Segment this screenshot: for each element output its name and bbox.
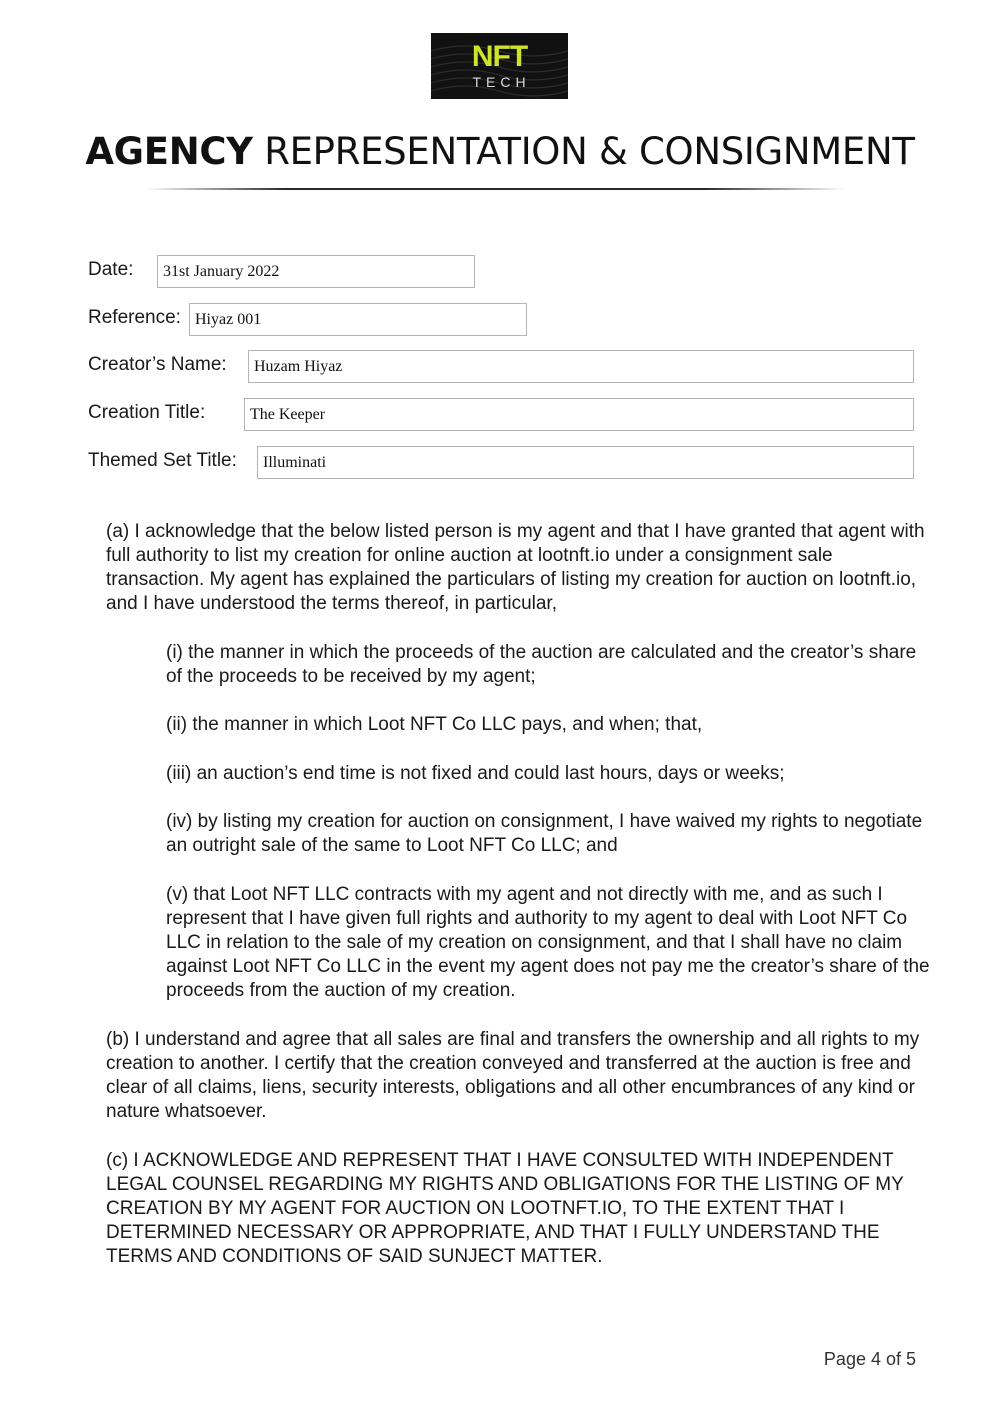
title-bold: AGENCY [85,130,253,173]
clause-b: (b) I understand and agree that all sales are final and transfers the ownership and all rights to my creation to another. I certify that the creation conveyed and transferred at the auction is free and clear of all claims, liens, security interests, obligations and all other encumbrances of any kind or nature whatsoever. [106,1029,920,1122]
clause-a: (a) I acknowledge that the below listed person is my agent and that I have granted that agent with full authority to list my creation for online auction at lootnft.io under a consignment sale transaction. My agent has explained the particulars of listing my creation for auction on lootnft.io, and I have understood the terms thereof, in particular, [106,521,925,614]
creators-name-field[interactable]: Huzam Hiyaz [248,350,914,383]
title-divider [145,188,845,190]
themed-set-title-label: Themed Set Title: [88,450,237,471]
document-title [0,128,1000,176]
reference-label: Reference: [88,307,181,328]
creators-name-label: Creator’s Name: [88,354,227,375]
clause-iii: (iii) an auction’s end time is not fixed and could last hours, days or weeks; [166,763,785,784]
nft-tech-logo [431,33,568,99]
logo-tech-text: TECH [472,74,531,90]
clause-iv: (iv) by listing my creation for auction on consignment, I have waived my rights to negotiate an outright sale of the same to Loot NFT Co LLC; and [166,811,923,856]
page-number: Page 4 of 5 [823,1349,916,1369]
themed-set-title-field[interactable]: Illuminati [257,446,914,479]
creation-title-field[interactable]: The Keeper [244,398,914,431]
reference-field[interactable]: Hiyaz 001 [189,303,527,336]
logo-nft-text: NFT [471,40,528,73]
creation-title-label: Creation Title: [88,402,206,423]
date-field[interactable]: 31st January 2022 [157,255,475,288]
clause-i: (i) the manner in which the proceeds of the auction are calculated and the creator’s share of the proceeds to be received by my agent; [166,642,917,687]
clause-v: (v) that Loot NFT LLC contracts with my agent and not directly with me, and as such I represent that I have given full rights and authority to my agent to deal with Loot NFT Co LLC in relation to the sale of my creation on consignment, and that I shall have no claim against Loot NFT Co LLC in the event my agent does not pay me the creator’s share of the proceeds from the auction of my creation. [166,884,930,1001]
clause-ii: (ii) the manner in which Loot NFT Co LLC pays, and when; that, [166,714,703,735]
title-rest: REPRESENTATION & CONSIGNMENT [252,130,915,173]
clause-c: (c) I ACKNOWLEDGE AND REPRESENT THAT I HAVE CONSULTED WITH INDEPENDENT LEGAL COUNSEL REGARDING MY RIGHTS AND OBLIGATIONS FOR THE LISTING OF MY CREATION BY MY AGENT FOR AUCTION ON LOOTNFT.IO, TO THE EXTENT THAT I DETERMINED NECESSARY OR APPROPRIATE, AND THAT I FULLY UNDERSTAND THE TERMS AND CONDITIONS OF SAID SUNJECT MATTER. [106,1150,904,1267]
date-label: Date: [88,259,134,280]
